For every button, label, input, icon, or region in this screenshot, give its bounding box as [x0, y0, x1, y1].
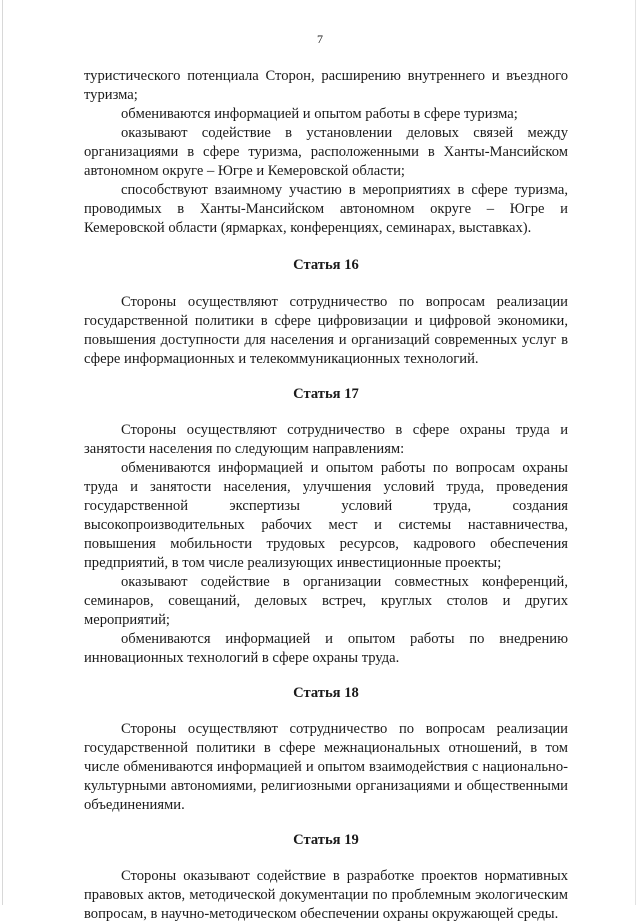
- intro-paragraph-4: способствуют взаимному участию в мероприятиях в сфере туризма, проводимых в Ханты-Мансийском автономном округе – Югре и Кемеровской области (ярмарках, конференциях, семинарах, выставках).: [84, 182, 568, 236]
- page-number: 7: [317, 32, 323, 46]
- article-18-title: Статья 18: [293, 685, 359, 701]
- article-17-paragraph-4: обмениваются информацией и опытом работы по внедрению инновационных технологий в сфере охраны труда.: [84, 631, 568, 666]
- scan-edge-right: [635, 0, 636, 905]
- article-19-title: Статья 19: [293, 832, 359, 848]
- article-16-paragraph-1: Стороны осуществляют сотрудничество по вопросам реализации государственной политики в сфере цифровизации и цифровой экономики, повышения доступности для населения и организаций современных услуг в сфере информационных и телекоммуникационных технологий.: [84, 294, 568, 367]
- article-17-paragraph-1: Стороны осуществляют сотрудничество в сфере охраны труда и занятости населения по следующим направлениям:: [84, 422, 568, 457]
- intro-paragraph-3: оказывают содействие в установлении деловых связей между организациями в сфере туризма, расположенными в Ханты-Мансийском автономном округе – Югре и Кемеровской области;: [84, 125, 568, 179]
- intro-paragraph-1: туристического потенциала Сторон, расширению внутреннего и въездного туризма;: [84, 68, 568, 103]
- article-17-paragraph-3: оказывают содействие в организации совместных конференций, семинаров, совещаний, деловых встреч, круглых столов и других мероприятий;: [84, 574, 568, 628]
- article-17-title: Статья 17: [293, 386, 359, 402]
- article-18-paragraph-1: Стороны осуществляют сотрудничество по вопросам реализации государственной политики в сфере межнациональных отношений, в том числе обмениваются информацией и опытом взаимодействия с национально-культурными автономиями, религиозными организациями и общественными объединениями.: [84, 721, 568, 813]
- article-19-paragraph-1: Стороны оказывают содействие в разработке проектов нормативных правовых актов, методической документации по проблемным экологическим вопросам, в научно-методическом обеспечении охраны окружающей среды.: [84, 868, 568, 922]
- document-body: [84, 67, 568, 924]
- article-17-paragraph-2: обмениваются информацией и опытом работы по вопросам охраны труда и занятости населения, улучшения условий труда, проведения государственной экспертизы условий труда, создания высокопроизводительных рабочих мест и системы наставничества, повышения мобильности трудовых ресурсов, кадрового обеспечения предприятий, в том числе реализующих инвестиционные проекты;: [84, 460, 568, 571]
- intro-paragraph-2: обмениваются информацией и опытом работы в сфере туризма;: [121, 106, 518, 122]
- article-16-title: Статья 16: [293, 257, 359, 273]
- scan-edge-left: [2, 0, 3, 905]
